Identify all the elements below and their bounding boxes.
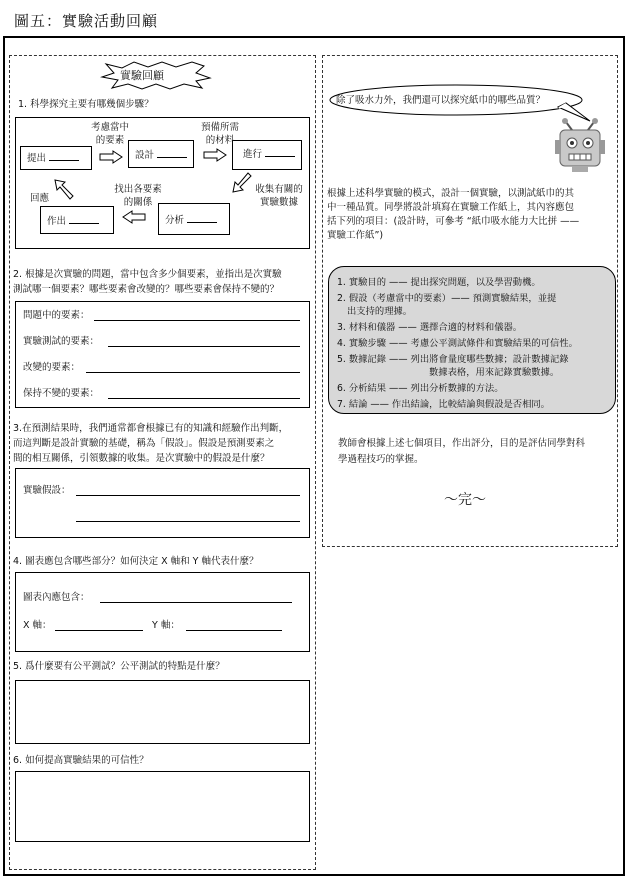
q2-field-3-line[interactable] bbox=[86, 372, 300, 373]
step-box-1 bbox=[20, 146, 92, 170]
q2-field-1-line[interactable] bbox=[94, 320, 300, 321]
q4-answer-box bbox=[15, 572, 310, 652]
q2-field-2-label: 實驗測試的要素： bbox=[23, 336, 100, 347]
speech-bubble-text: 除了吸水力外，我們還可以探究紙巾的哪些品質？ bbox=[336, 95, 546, 106]
intro-line1: 根據上述科學實驗的模式，設計一個實驗，以測試紙巾的其 bbox=[327, 188, 575, 199]
step-label-2: 設計 bbox=[135, 150, 155, 161]
intro-line2: 中一種品質。同學將設計填寫在實驗工作紙上，其內容應包 bbox=[327, 202, 575, 213]
step-label-1: 提出 bbox=[27, 153, 47, 164]
q4-field-2-line[interactable] bbox=[55, 630, 143, 631]
intro-line4: 實驗工作紙”) bbox=[327, 230, 384, 241]
right-intro bbox=[327, 187, 579, 243]
q5-answer-box[interactable] bbox=[15, 680, 310, 744]
arrow-label-4-line1: 找出各要素 bbox=[114, 184, 162, 195]
design-item-1: 1. 實驗目的 —— 提出探究問題，以及學習動機。 bbox=[337, 277, 541, 288]
closing-line2: 學過程技巧的掌握。 bbox=[338, 454, 424, 465]
q3-answer-box bbox=[15, 468, 310, 538]
q3-line2: 而這判斷是設計實驗的基礎，稱為「假設」。假設是預測要素之 bbox=[13, 438, 275, 449]
intro-line3: 括下列的項目：(設計時，可參考 “紙巾吸水能力大比拼 —— bbox=[327, 216, 580, 227]
step-label-3: 進行 bbox=[243, 149, 263, 160]
design-item-4: 4. 實驗步驟 —— 考慮公平測試條件和實驗結果的可信性。 bbox=[337, 338, 578, 349]
step-box-4 bbox=[158, 203, 230, 235]
design-item-6: 6. 分析結果 —— 列出分析數據的方法。 bbox=[337, 383, 504, 394]
design-item-3: 3. 材料和儀器 —— 選擇合適的材料和儀器。 bbox=[337, 322, 523, 333]
q2-field-2-line[interactable] bbox=[108, 346, 300, 347]
arrow-down-left-icon bbox=[230, 172, 252, 194]
closing-line1: 教師會根據上述七個項目，作出評分，目的是評估同學對科 bbox=[338, 438, 586, 449]
q2-question-line2: 測試哪一個要素？哪些要素會改變的？哪些要素會保持不變的？ bbox=[13, 284, 280, 295]
robot-icon bbox=[552, 112, 608, 176]
q4-field-3-label: Y 軸： bbox=[152, 620, 180, 631]
step-box-5 bbox=[40, 206, 114, 234]
arrow-label-1-line1: 考慮當中 bbox=[90, 122, 129, 133]
q3-line3: 間的相互關係，引領數據的收集。是次實驗中的假設是什麼？ bbox=[13, 453, 270, 464]
arrow-label-3-line2: 實驗數據 bbox=[259, 197, 298, 208]
arrow-right-icon-1 bbox=[99, 150, 123, 164]
q4-field-3-line[interactable] bbox=[186, 630, 282, 631]
step-blank-1 bbox=[49, 151, 79, 161]
arrow-left-icon bbox=[122, 210, 146, 224]
q2-field-4-label: 保持不變的要素： bbox=[23, 388, 100, 399]
arrow-label-2-line2: 的材料 bbox=[205, 135, 235, 146]
arrow-right-icon-2 bbox=[203, 148, 227, 162]
design-item-7: 7. 結論 —— 作出結論，比較結論與假設是否相同。 bbox=[337, 399, 550, 410]
design-item-5-cont: 數據表格，用來記錄實驗數據。 bbox=[429, 367, 560, 378]
design-item-2-cont: 出支持的理據。 bbox=[347, 306, 413, 317]
q2-question bbox=[13, 267, 282, 297]
q1-question: 1. 科學探究主要有哪幾個步驟？ bbox=[18, 99, 154, 110]
arrow-label-3-line1: 收集有關的 bbox=[255, 184, 303, 195]
arrow-label-1-line2: 的要素 bbox=[95, 135, 125, 146]
q3-line1: 3.在預測結果時，我們通常都會根據已有的知識和經驗作出判斷， bbox=[13, 423, 289, 434]
arrow-label-3 bbox=[248, 183, 310, 209]
arrow-label-4 bbox=[108, 183, 168, 209]
q2-field-3-label: 改變的要素： bbox=[23, 362, 81, 373]
arrow-label-2 bbox=[194, 121, 246, 147]
arrow-label-1 bbox=[82, 121, 138, 147]
step-label-5: 作出 bbox=[47, 216, 67, 227]
step-blank-5 bbox=[69, 214, 99, 224]
q4-question: 4. 圖表應包含哪些部分？如何決定 X 軸和 Y 軸代表什麼？ bbox=[13, 556, 259, 567]
step-blank-3 bbox=[265, 147, 295, 157]
q3-field-line-2[interactable] bbox=[76, 521, 300, 522]
q2-field-4-line[interactable] bbox=[108, 398, 300, 399]
arrow-label-2-line1: 預備所需 bbox=[200, 122, 239, 133]
arrow-label-4-line2: 的關係 bbox=[123, 197, 153, 208]
page-title: 圖五：實驗活動回顧 bbox=[14, 12, 159, 30]
q4-field-2-label: X 軸： bbox=[23, 620, 52, 631]
step-blank-2 bbox=[157, 148, 187, 158]
review-badge-label: 實驗回顧 bbox=[120, 69, 164, 82]
q3-question bbox=[13, 421, 288, 466]
step-label-4: 分析 bbox=[165, 215, 185, 226]
q4-field-1-line[interactable] bbox=[100, 602, 292, 603]
design-item-5: 5. 數據記錄 —— 列出將會量度哪些數據；設計數據記錄 bbox=[337, 354, 569, 365]
q4-field-1-label: 圖表內應包含： bbox=[23, 592, 90, 603]
arrow-label-5: 回應 bbox=[30, 193, 50, 204]
step-blank-4 bbox=[187, 213, 217, 223]
q5-question: 5. 爲什麼要有公平測試？公平測試的特點是什麼？ bbox=[13, 661, 225, 672]
q2-question-line1: 2. 根據是次實驗的問題，當中包含多少個要素，並指出是次實驗 bbox=[13, 269, 282, 280]
q6-question: 6. 如何提高實驗結果的可信性？ bbox=[13, 755, 149, 766]
arrow-up-left-icon bbox=[52, 178, 74, 200]
right-closing bbox=[338, 436, 585, 468]
q3-field-label: 實驗假設： bbox=[23, 485, 71, 496]
q3-field-line-1[interactable] bbox=[76, 495, 300, 496]
q6-answer-box[interactable] bbox=[15, 771, 310, 842]
design-items-list bbox=[337, 276, 578, 411]
end-mark: ～完～ bbox=[444, 492, 486, 508]
q2-field-1-label: 問題中的要素： bbox=[23, 310, 90, 321]
design-item-2: 2. 假設（考慮當中的要素）—— 預測實驗結果，並提 bbox=[337, 293, 557, 304]
